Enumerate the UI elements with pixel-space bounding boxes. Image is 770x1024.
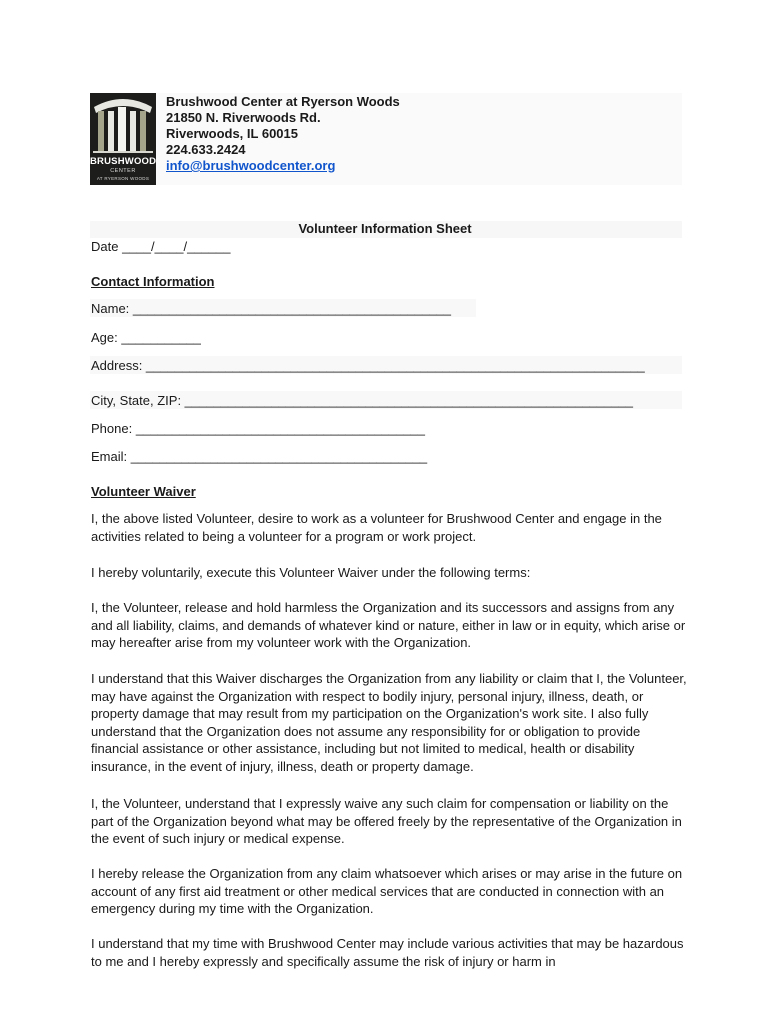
waiver-paragraph <box>91 510 691 545</box>
name-field[interactable]: Name: ____________________________________________ <box>91 301 452 316</box>
org-phone: 224.633.2424 <box>166 142 246 157</box>
waiver-heading: Volunteer Waiver <box>91 484 196 499</box>
contact-heading: Contact Information <box>91 274 215 289</box>
logo-subtitle: CENTER <box>110 168 136 174</box>
org-city: Riverwoods, IL 60015 <box>166 126 298 141</box>
email-field[interactable]: Email: _________________________________________ <box>91 449 428 464</box>
paragraph-text: I hereby release the Organization from any claim whatsoever which arises or may arise in the future on account of any first aid treatment or other medical services that are conducted in connection with an emergency during my time with the Organization. <box>91 866 683 917</box>
form-title: Volunteer Information Sheet <box>298 221 472 236</box>
date-field[interactable]: Date ____/____/______ <box>91 239 231 254</box>
org-email-link[interactable]: info@brushwoodcenter.org <box>166 158 336 173</box>
waiver-paragraph <box>91 795 691 848</box>
brushwood-logo <box>90 93 156 185</box>
paragraph-text: I, the above listed Volunteer, desire to work as a volunteer for Brushwood Center and engage in the activities related to being a volunteer for a program or work project. <box>91 511 662 544</box>
waiver-paragraph <box>91 935 691 970</box>
logo-wordmark: BRUSHWOOD <box>90 156 156 167</box>
address-field[interactable]: Address: _____________________________________________________________________ <box>91 358 645 373</box>
phone-field[interactable]: Phone: ________________________________________ <box>91 421 426 436</box>
paragraph-text: I hereby voluntarily, execute this Volunteer Waiver under the following terms: <box>91 565 531 580</box>
waiver-paragraph <box>91 865 691 918</box>
paragraph-text: I understand that this Waiver discharges the Organization from any liability or claim that I, the Volunteer, may have against the Organization with respect to bodily injury, personal injury, illness, death, or property damage that may result from my participation on the Organization's work site. I also fully understand that the Organization does not assume any responsibility for or obligation to provide financial assistance or other assistance, including but not limited to medical, health or disability insurance, in the event of injury, illness, death or property damage. <box>91 671 687 774</box>
logo-tagline: AT RYERSON WOODS <box>96 176 150 181</box>
waiver-paragraph <box>91 564 691 582</box>
paragraph-text: I understand that my time with Brushwood Center may include various activities that may be hazardous to me and I hereby expressly and specifically assume the risk of injury or harm in <box>91 936 684 969</box>
city-state-zip-field[interactable]: City, State, ZIP: ______________________________________________________________ <box>91 393 633 408</box>
waiver-paragraph <box>91 670 691 776</box>
waiver-paragraph <box>91 599 691 652</box>
age-field[interactable]: Age: ___________ <box>91 330 201 345</box>
org-street: 21850 N. Riverwoods Rd. <box>166 110 321 125</box>
paragraph-text: I, the Volunteer, understand that I expressly waive any such claim for compensation or liability on the part of the Organization beyond what may be offered freely by the representative of the Organization in the event of such injury or medical expense. <box>91 796 682 847</box>
org-name: Brushwood Center at Ryerson Woods <box>166 94 400 109</box>
paragraph-text: I, the Volunteer, release and hold harmless the Organization and its successors and assigns from any and all liability, claims, and demands of whatever kind or nature, either in law or in equity, which arise or may hereafter arise from my volunteer work with the Organization. <box>91 600 686 651</box>
